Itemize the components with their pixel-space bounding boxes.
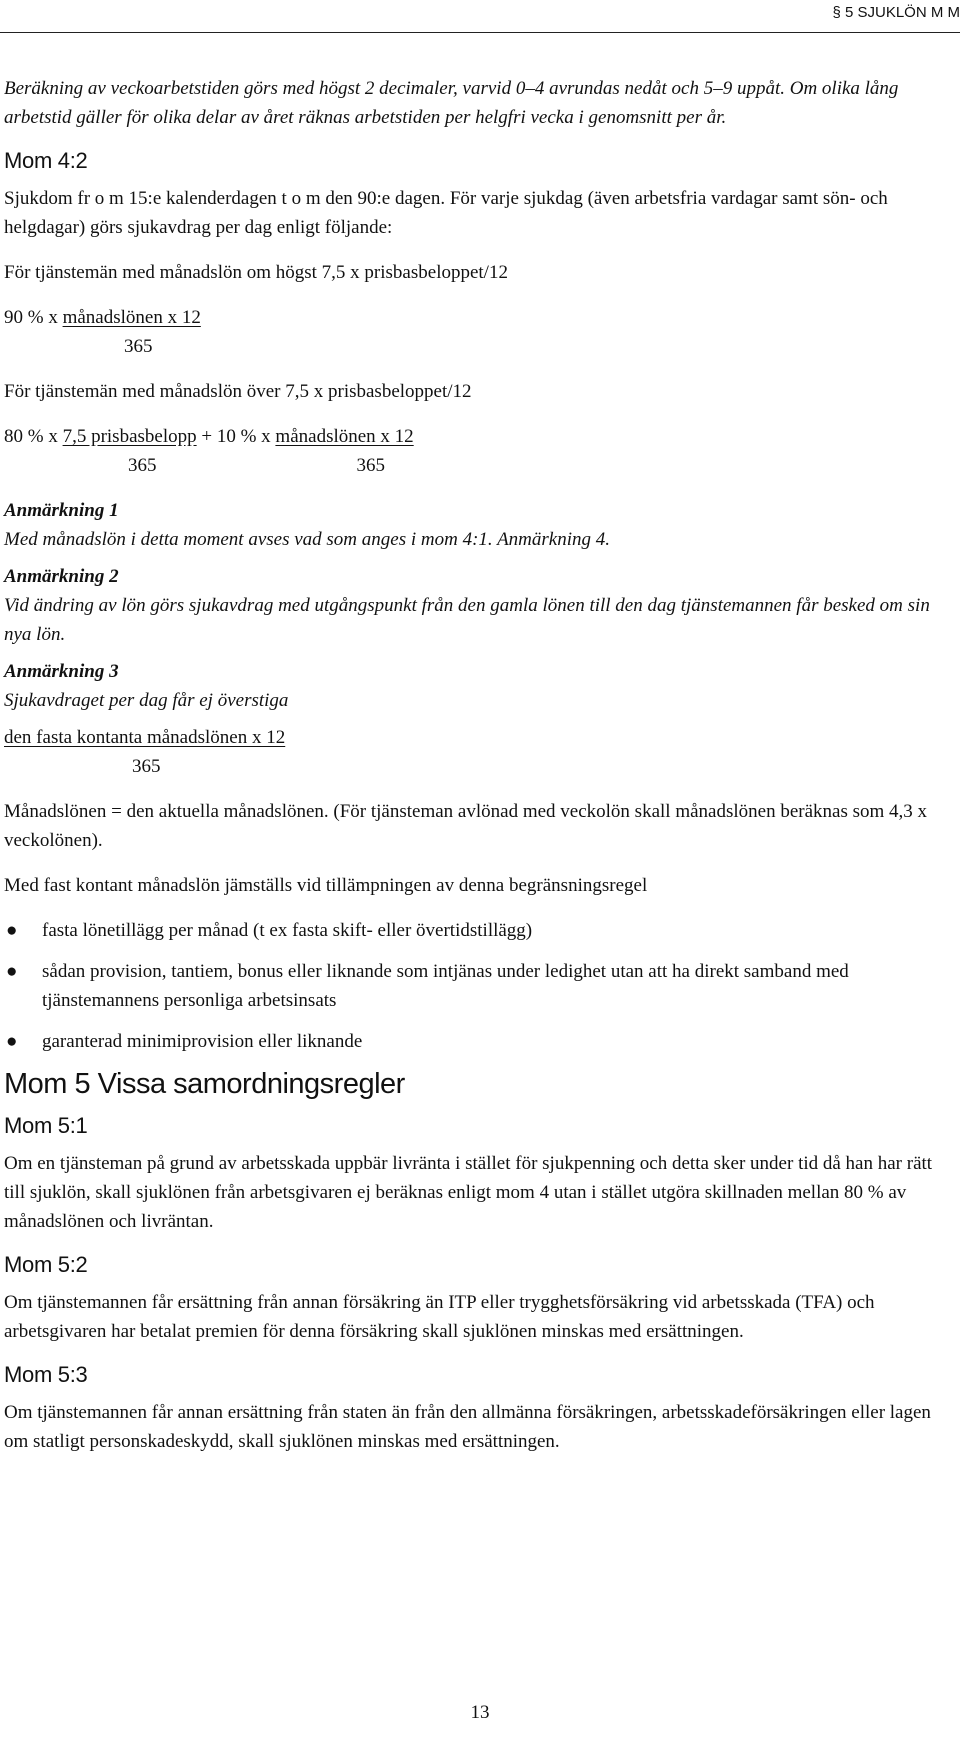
list-item <box>4 1027 938 1056</box>
formula-1-prefix: 90 % x <box>4 307 63 328</box>
formula-3-numerator: den fasta kontanta månadslönen x 12 <box>4 727 286 748</box>
formula-2-denominator-2: 365 <box>356 455 385 476</box>
formula-2-denominator-1: 365 <box>128 455 157 476</box>
mom-5-heading: Mom 5 Vissa samordningsregler <box>4 1068 405 1100</box>
formula-2-numerator-2: månadslönen x 12 <box>275 426 414 447</box>
formula-1-denominator: 365 <box>124 336 153 357</box>
bullet-icon: ● <box>6 920 18 941</box>
formula-3-denominator: 365 <box>132 756 161 777</box>
case-1-text: För tjänstemän med månadslön om högst 7,5 x prisbasbeloppet/12 <box>4 262 508 283</box>
formula-1-numerator: månadslönen x 12 <box>62 307 201 328</box>
mom-5-3-heading: Mom 5:3 <box>4 1362 88 1387</box>
mom-5-2-heading: Mom 5:2 <box>4 1252 88 1277</box>
case-2-text: För tjänstemän med månadslön över 7,5 x prisbasbeloppet/12 <box>4 381 472 402</box>
note-3-text: Sjukavdraget per dag får ej överstiga <box>4 690 289 711</box>
formula-2-denominators <box>4 451 938 480</box>
formula-90-percent <box>4 303 938 361</box>
mom-5-2-text: Om tjänstemannen får ersättning från annan försäkring än ITP eller trygghetsförsäkring vid arbetsskada (TFA) och arbetsgivaren har betalat premien för denna försäkring skall sjuklönen minskas med ersättningen. <box>4 1292 875 1342</box>
note-2 <box>4 562 938 649</box>
fixed-salary-list <box>4 916 938 1056</box>
note-2-title: Anmärkning 2 <box>4 566 119 587</box>
note-3-title: Anmärkning 3 <box>4 661 119 682</box>
list-item-text: garanterad minimiprovision eller liknande <box>42 1031 363 1052</box>
mom-4-2-text: Sjukdom fr o m 15:e kalenderdagen t o m den 90:e dagen. För varje sjukdag (även arbetsfria vardagar samt sön- och helgdagar) görs sjukavdrag per dag enligt följande: <box>4 188 888 238</box>
list-item <box>4 916 938 945</box>
monthly-salary-definition: Månadslönen = den aktuella månadslönen. (För tjänsteman avlönad med veckolön skall månadslönen beräknas som 4,3 x veckolönen). <box>4 801 928 851</box>
formula-2-middle: + 10 % x <box>196 426 276 447</box>
mom-5-3-text: Om tjänstemannen får annan ersättning från staten än från den allmänna försäkringen, arbetsskadeförsäkringen eller lagen om statligt personskadeskydd, skall sjuklönen minskas med ersättningen. <box>4 1402 931 1452</box>
header-divider <box>0 32 960 33</box>
page-number: 13 <box>470 1702 490 1723</box>
bullet-icon: ● <box>6 1031 18 1052</box>
list-item-text: fasta lönetillägg per månad (t ex fasta skift- eller övertidstillägg) <box>42 920 533 941</box>
mom-4-2-heading: Mom 4:2 <box>4 148 88 173</box>
mom-5-1-heading: Mom 5:1 <box>4 1113 88 1138</box>
note-3 <box>4 657 938 715</box>
formula-2-prefix: 80 % x <box>4 426 63 447</box>
note-2-text: Vid ändring av lön görs sjukavdrag med utgångspunkt från den gamla lönen till den dag tjänstemannen får besked om sin nya lön. <box>4 595 930 645</box>
bullet-icon: ● <box>6 961 18 982</box>
list-item-text: sådan provision, tantiem, bonus eller liknande som intjänas under ledighet utan att ha direkt samband med tjänstemannens personliga arbetsinsats <box>42 961 849 1011</box>
running-header: § 5 SJUKLÖN M M <box>832 4 960 21</box>
formula-2-numerator-1: 7,5 prisbasbelopp <box>62 426 197 447</box>
list-item <box>4 957 938 1015</box>
intro-paragraph: Beräkning av veckoarbetstiden görs med högst 2 decimaler, varvid 0–4 avrundas nedåt och 5–9 uppåt. Om olika lång arbetstid gäller för olika delar av året räknas arbetstiden per helgfri vecka i genomsnitt per år. <box>4 78 899 128</box>
formula-80-percent <box>4 422 938 480</box>
note-1 <box>4 496 938 554</box>
mom-5-1-text: Om en tjänsteman på grund av arbetsskada uppbär livränta i stället för sjukpenning och detta sker under tid då han har rätt till sjuklön, skall sjuklönen från arbetsgivaren ej beräknas enligt mom 4 utan i stället utgöra skillnaden mellan 80 % av månadslönen och livräntan. <box>4 1153 933 1232</box>
page-body <box>4 74 938 1472</box>
note-1-text: Med månadslön i detta moment avses vad som anges i mom 4:1. Anmärkning 4. <box>4 529 610 550</box>
note-1-title: Anmärkning 1 <box>4 500 119 521</box>
formula-limit <box>4 723 938 781</box>
fixed-salary-intro: Med fast kontant månadslön jämställs vid tillämpningen av denna begränsningsregel <box>4 875 648 896</box>
